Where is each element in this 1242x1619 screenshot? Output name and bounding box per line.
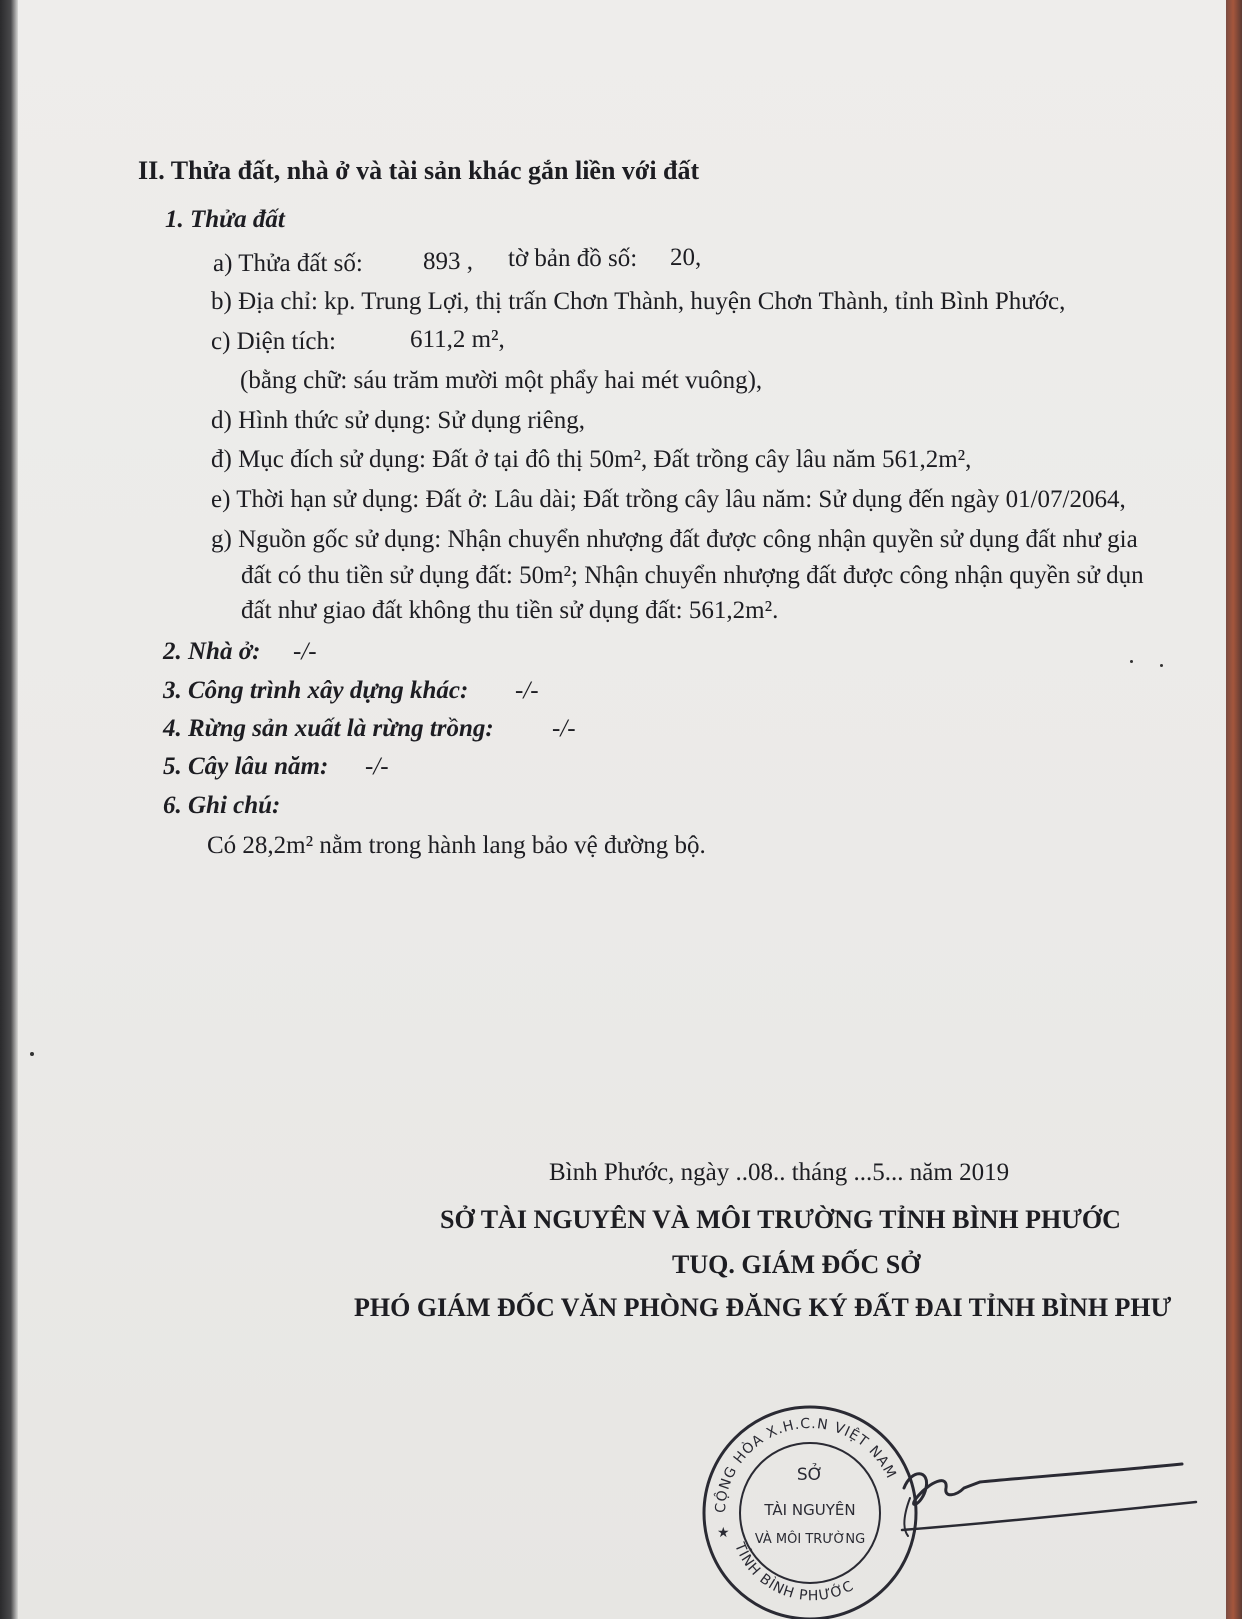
parcel-heading: 1. Thửa đất: [165, 206, 285, 233]
notes-label: 6. Ghi chú:: [163, 792, 281, 819]
on-behalf-of: TUQ. GIÁM ĐỐC SỞ: [672, 1250, 921, 1279]
map-sheet-value: 20,: [670, 244, 702, 271]
issuing-agency: SỞ TÀI NGUYÊN VÀ MÔI TRƯỜNG TỈNH BÌNH PHƯỚC: [440, 1205, 1121, 1234]
planted-forest-label: 4. Rừng sản xuất là rừng trồng:: [163, 715, 494, 742]
stamp-ring-bottom-text: TỈNH BÌNH PHƯỚC: [731, 1540, 857, 1605]
house-label: 2. Nhà ở:: [163, 638, 261, 665]
paper-speck: [1160, 664, 1163, 667]
stamp-center-line-2: TÀI NGUYÊN: [764, 1501, 856, 1519]
stamp-center-line-3: VÀ MÔI TRƯỜNG: [754, 1532, 866, 1547]
section-title: II. Thửa đất, nhà ở và tài sản khác gắn liền với đất: [138, 156, 700, 185]
stamp-center-line-1: SỞ: [796, 1465, 824, 1485]
paper-speck: [30, 1052, 34, 1056]
place-and-date: Bình Phước, ngày ..08.. tháng ...5... năm 2019: [549, 1159, 1010, 1186]
usage-origin-line-1: g) Nguồn gốc sử dụng: Nhận chuyển nhượng đất được công nhận quyền sử dụng đất như gia: [211, 526, 1138, 553]
parcel-number-label: a) Thửa đất số:: [213, 250, 363, 277]
house-value: -/-: [293, 638, 317, 665]
photo-right-edge: [1226, 0, 1242, 1619]
signer-position: PHÓ GIÁM ĐỐC VĂN PHÒNG ĐĂNG KÝ ĐẤT ĐAI TỈNH BÌNH PHƯ: [354, 1293, 1172, 1322]
official-seal-stamp: [695, 1395, 925, 1619]
usage-term: e) Thời hạn sử dụng: Đất ở: Lâu dài; Đất trồng cây lâu năm: Sử dụng đến ngày 01/07/2064,: [211, 486, 1126, 513]
paper-speck: [1130, 660, 1133, 663]
stamp-star-icon: ★: [717, 1525, 730, 1541]
planted-forest-value: -/-: [552, 715, 576, 742]
parcel-address: b) Địa chỉ: kp. Trung Lợi, thị trấn Chơn Thành, huyện Chơn Thành, tỉnh Bình Phước,: [211, 288, 1066, 315]
area-label: c) Diện tích:: [211, 328, 336, 355]
area-value: 611,2 m²,: [410, 326, 505, 353]
area-in-words: (bằng chữ: sáu trăm mười một phẩy hai mét vuông),: [240, 367, 763, 394]
usage-origin-line-2: đất có thu tiền sử dụng đất: 50m²; Nhận chuyển nhượng đất được công nhận quyền sử dụn: [241, 562, 1144, 589]
perennial-trees-label: 5. Cây lâu năm:: [163, 753, 329, 780]
other-construction-label: 3. Công trình xây dựng khác:: [163, 677, 469, 704]
notes-value: Có 28,2m² nằm trong hành lang bảo vệ đường bộ.: [207, 832, 706, 859]
usage-purpose: đ) Mục đích sử dụng: Đất ở tại đô thị 50m², Đất trồng cây lâu năm 561,2m²,: [211, 446, 972, 473]
svg-text:TỈNH BÌNH PHƯỚC: [731, 1540, 857, 1605]
map-sheet-label: tờ bản đồ số:: [508, 245, 638, 272]
usage-origin-line-3: đất như giao đất không thu tiền sử dụng đất: 561,2m².: [241, 597, 779, 624]
usage-form: d) Hình thức sử dụng: Sử dụng riêng,: [211, 407, 585, 434]
photo-left-edge: [0, 0, 18, 1619]
parcel-number-value: 893 ,: [423, 248, 473, 275]
stamp-ring-top-text: CỘNG HÒA X.H.C.N VIỆT NAM: [712, 1415, 900, 1514]
handwritten-signature: [900, 1458, 1200, 1548]
other-construction-value: -/-: [515, 677, 539, 704]
perennial-trees-value: -/-: [365, 753, 389, 780]
